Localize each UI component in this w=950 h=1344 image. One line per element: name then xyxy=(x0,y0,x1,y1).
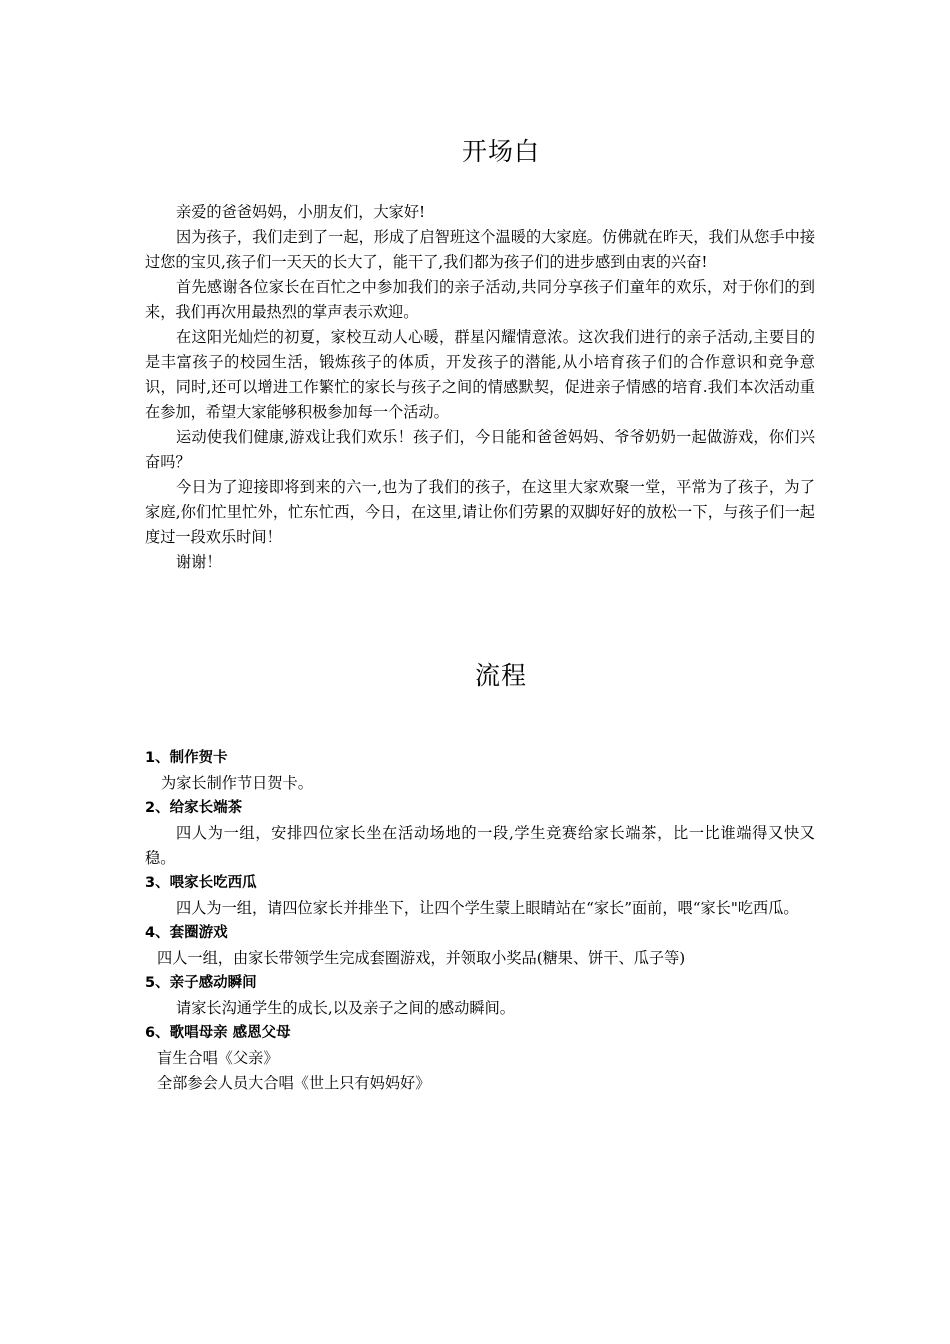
flow-item-desc: 盲生合唱《父亲》 xyxy=(157,1049,279,1067)
opening-paragraph: 在这阳光灿烂的初夏，家校互动人心暖，群星闪耀情意浓。这次我们进行的亲子活动,主要目的是丰富孩子的校园生活，锻炼孩子的体质，开发孩子的潜能,从小培育孩子们的合作意识和竞争意识，同时,还可以增进工作繁忙的家长与孩子之间的情感默契，促进亲子情感的培育.我们本次活动重在参加，希望大家能够积极参加每一个活动。 xyxy=(145,328,815,421)
opening-speech xyxy=(145,200,815,575)
opening-paragraph: 因为孩子，我们走到了一起，形成了启智班这个温暖的大家庭。仿佛就在昨天，我们从您手中接过您的宝贝,孩子们一天天的长大了，能干了,我们都为孩子们的进步感到由衷的兴奋! xyxy=(145,228,815,271)
flow-item-desc: 请家长沟通学生的成长,以及亲子之间的感动瞬间。 xyxy=(176,999,515,1017)
opening-title: 开场白 xyxy=(461,137,540,166)
flow-item-desc: 四人为一组，安排四位家长坐在活动场地的一段,学生竞赛给家长端茶，比一比谁端得又快又稳。 xyxy=(145,824,815,867)
opening-paragraph: 今日为了迎接即将到来的六一,也为了我们的孩子，在这里大家欢聚一堂，平常为了孩子，为了家庭,你们忙里忙外，忙东忙西，今日，在这里,请让你们劳累的双脚好好的放松一下，与孩子们一起度过一段欢乐时间！ xyxy=(145,478,815,546)
opening-paragraph: 运动使我们健康,游戏让我们欢乐！孩子们，今日能和爸爸妈妈、爷爷奶奶一起做游戏，你们兴奋吗？ xyxy=(145,428,815,471)
flow-list xyxy=(145,746,815,1096)
flow-item-heading: 6、歌唱母亲 感恩父母 xyxy=(145,1025,291,1041)
flow-item-heading: 1、制作贺卡 xyxy=(145,750,228,766)
flow-title: 流程 xyxy=(474,661,527,690)
flow-item-desc: 全部参会人员大合唱《世上只有妈妈好》 xyxy=(157,1074,431,1092)
flow-item-heading: 4、套圈游戏 xyxy=(145,925,228,941)
flow-item-desc: 四人为一组，请四位家长并排坐下，让四个学生蒙上眼睛站在“家长”面前，喂“家长"吃西瓜。 xyxy=(176,899,799,917)
opening-paragraph: 谢谢！ xyxy=(176,553,222,571)
flow-item-desc: 四人一组，由家长带领学生完成套圈游戏，并领取小奖品(糖果、饼干、瓜子等) xyxy=(157,949,686,967)
flow-item-heading: 2、给家长端茶 xyxy=(145,800,243,816)
flow-item-desc: 为家长制作节日贺卡。 xyxy=(161,774,313,792)
opening-paragraph: 亲爱的爸爸妈妈，小朋友们，大家好! xyxy=(176,203,426,221)
flow-item-heading: 3、喂家长吃西瓜 xyxy=(145,875,257,891)
opening-paragraph: 首先感谢各位家长在百忙之中参加我们的亲子活动,共同分享孩子们童年的欢乐，对于你们的到来，我们再次用最热烈的掌声表示欢迎。 xyxy=(145,278,815,321)
flow-item-heading: 5、亲子感动瞬间 xyxy=(145,975,257,991)
